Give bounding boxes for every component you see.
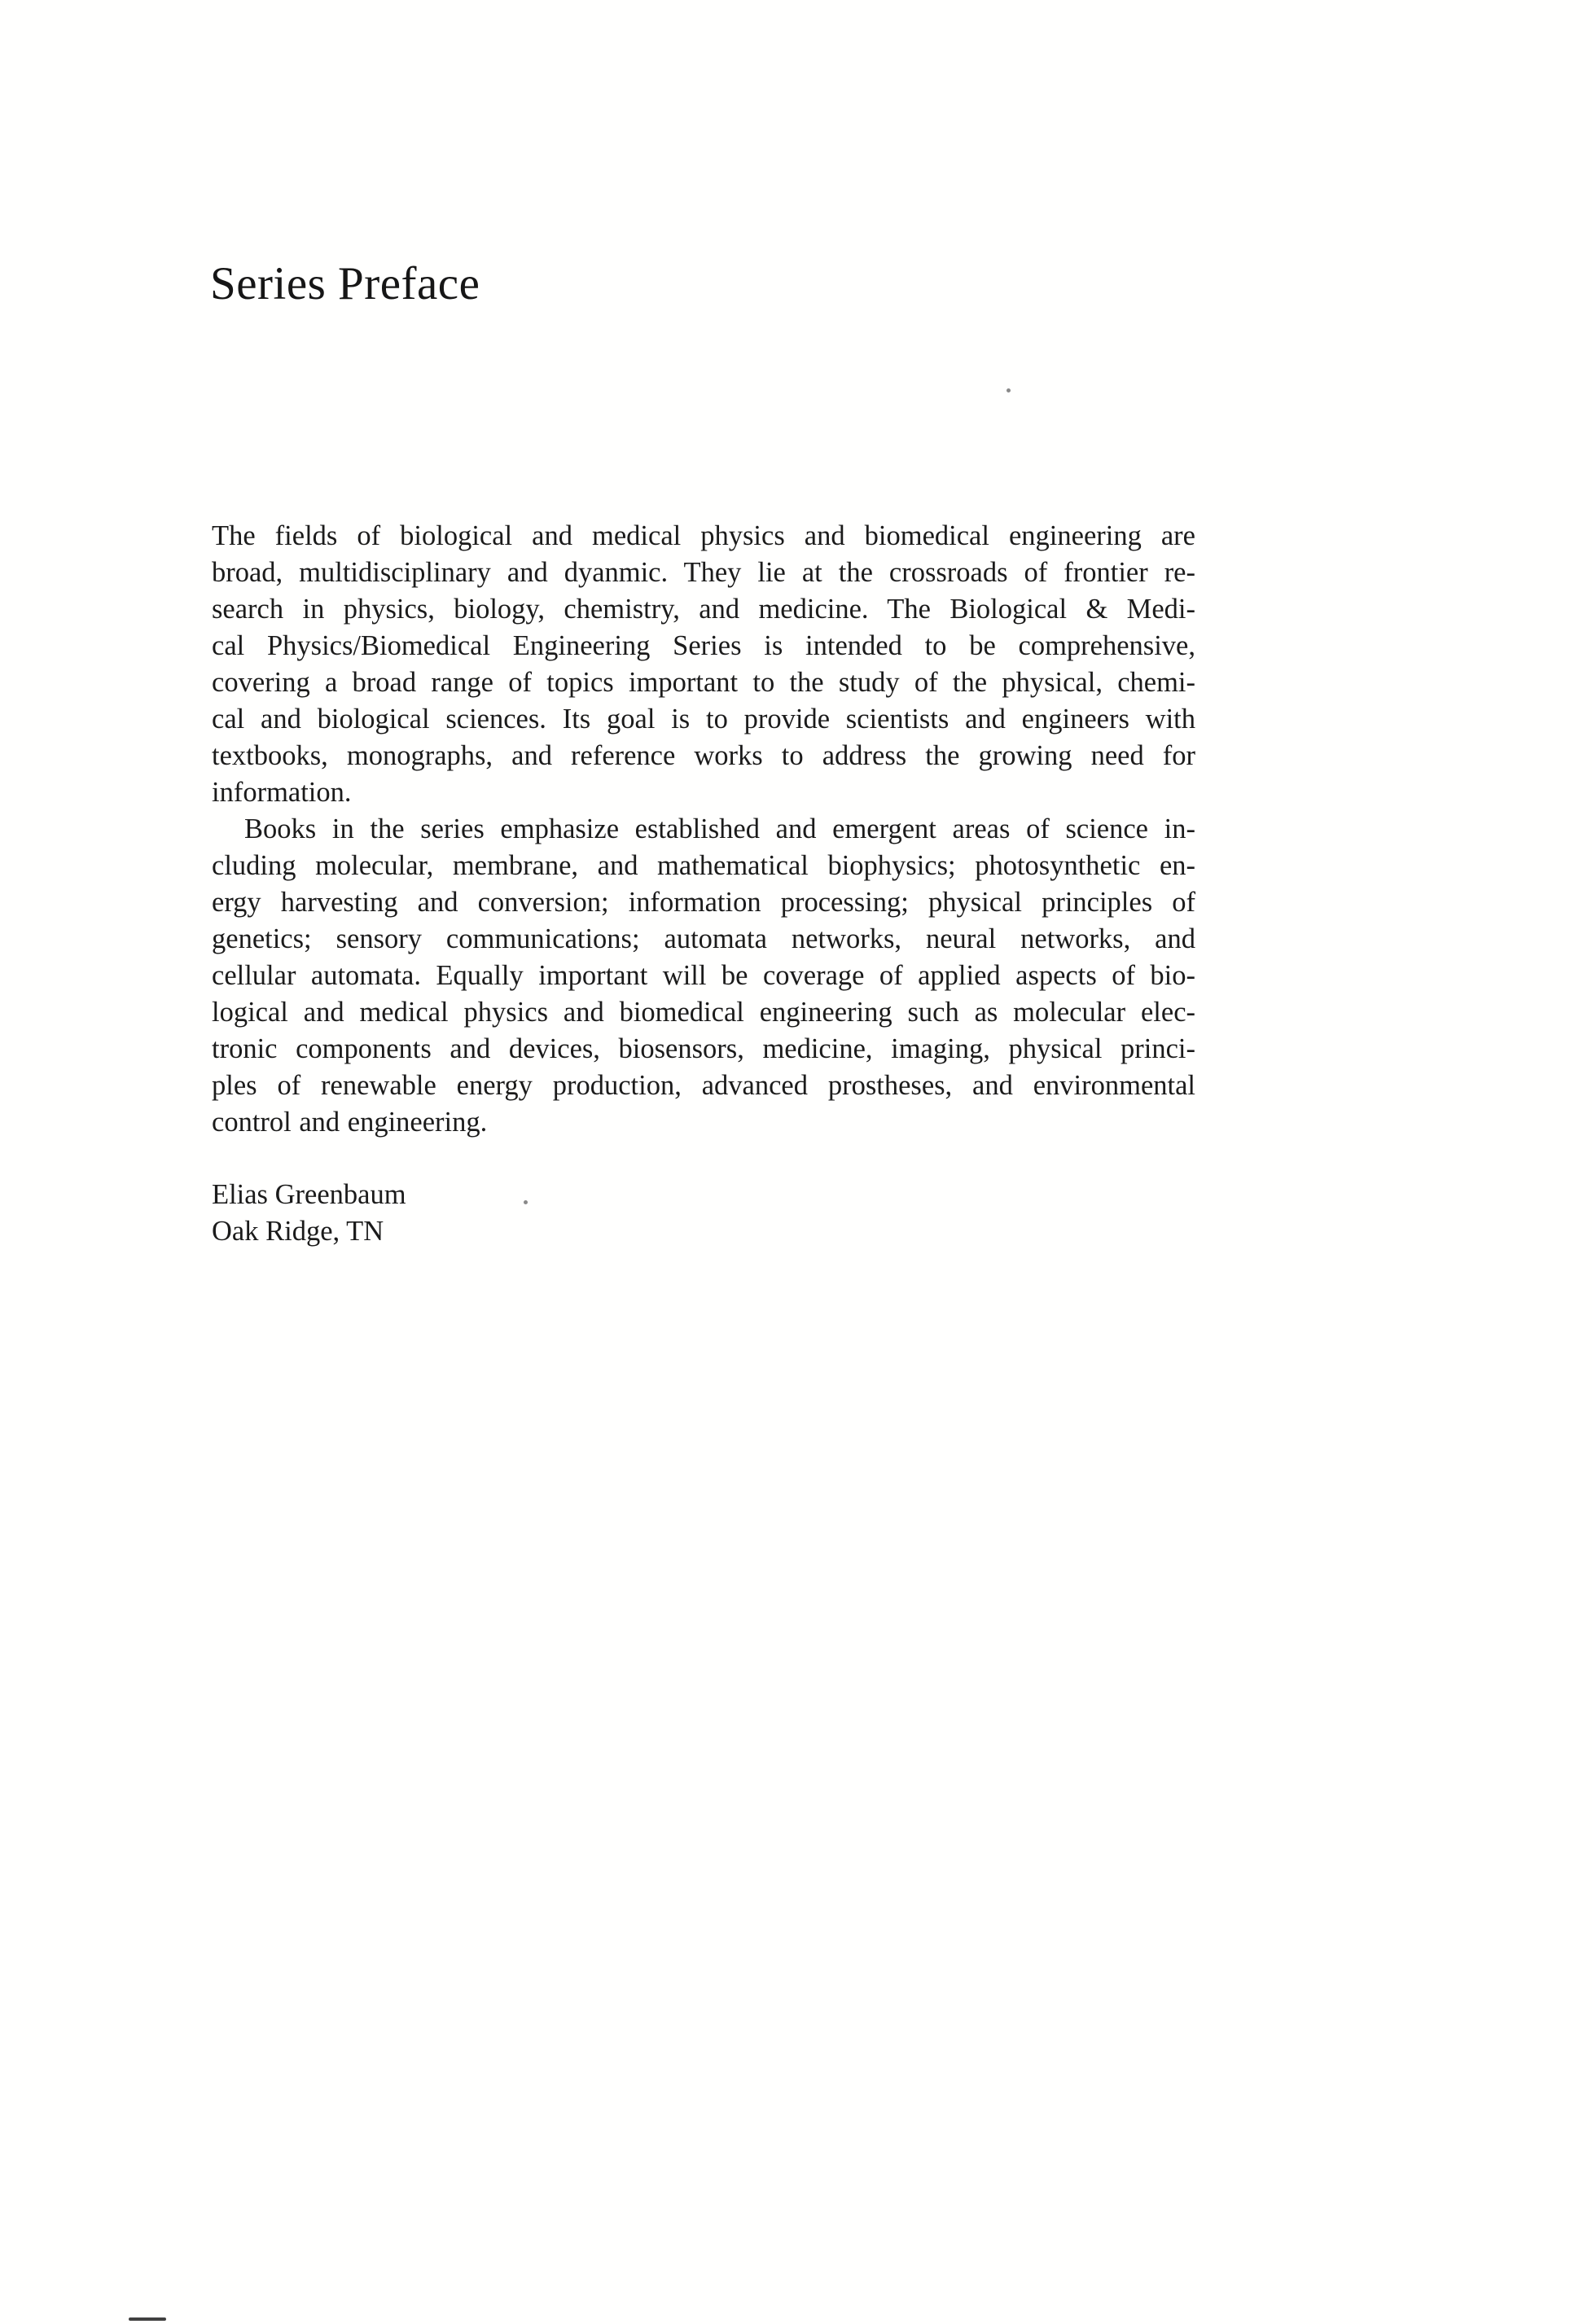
paragraph — [212, 518, 1195, 811]
scan-artifact-dot — [524, 1200, 528, 1204]
text-line: cellular automata. Equally important will be coverage of applied aspects of bio- — [212, 960, 1195, 991]
text-line: covering a broad range of topics important to the study of the physical, chemi- — [212, 667, 1195, 698]
text-line: genetics; sensory communications; automata networks, neural networks, and — [212, 923, 1195, 954]
scan-artifact-dot — [1007, 388, 1011, 392]
text-line: broad, multidisciplinary and dyanmic. They lie at the crossroads of frontier re- — [212, 557, 1195, 588]
text-line: cluding molecular, membrane, and mathematical biophysics; photosynthetic en- — [212, 850, 1195, 881]
text-line: cal and biological sciences. Its goal is to provide scientists and engineers with — [212, 704, 1195, 734]
text-line: ergy harvesting and conversion; information processing; physical principles of — [212, 887, 1195, 918]
signature-block — [212, 1177, 1195, 1250]
text-line: logical and medical physics and biomedical engineering such as molecular elec- — [212, 997, 1195, 1028]
paragraph — [212, 811, 1195, 1141]
text-line: control and engineering. — [212, 1107, 488, 1138]
text-line: The fields of biological and medical physics and biomedical engineering are — [212, 520, 1195, 551]
text-line: tronic components and devices, biosensors, medicine, imaging, physical princi- — [212, 1033, 1195, 1064]
text-line: ples of renewable energy production, advanced prostheses, and environmental — [212, 1070, 1195, 1101]
signature-name: Elias Greenbaum — [212, 1179, 406, 1210]
text-line: information. — [212, 777, 352, 808]
signature-location: Oak Ridge, TN — [212, 1216, 384, 1247]
page-title: Series Preface — [210, 258, 480, 310]
text-line: textbooks, monographs, and reference works to address the growing need for — [212, 740, 1195, 771]
scan-edge-artifact — [129, 2317, 166, 2321]
text-line: Books in the series emphasize established and emergent areas of science in- — [244, 813, 1195, 844]
body-text — [212, 518, 1195, 1250]
text-line: search in physics, biology, chemistry, and medicine. The Biological & Medi- — [212, 594, 1195, 625]
text-line: cal Physics/Biomedical Engineering Series is intended to be comprehensive, — [212, 630, 1195, 661]
